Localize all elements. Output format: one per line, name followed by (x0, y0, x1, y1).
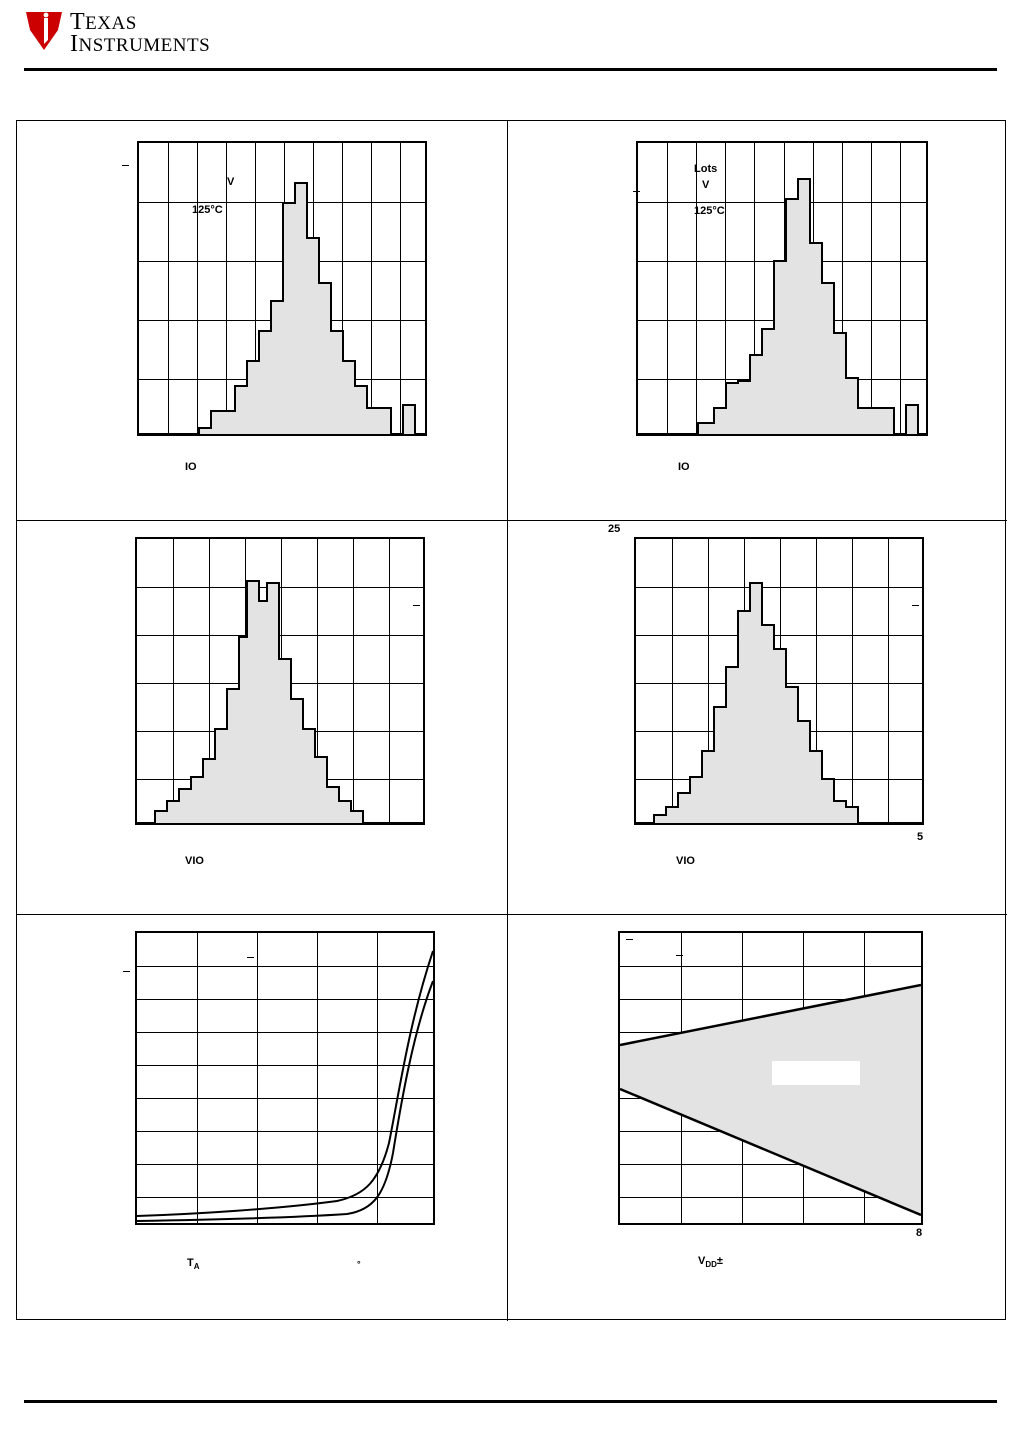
fig-6-top-tick-mid (676, 955, 683, 956)
fig-5-x-axis-text: T (187, 1257, 194, 1269)
figure-cell-5 (17, 915, 508, 1321)
fig-6-top-tick-left (626, 939, 633, 940)
fig-5-x-axis-label (187, 1257, 200, 1271)
fig-5-plot-area (135, 931, 435, 1231)
fig-1-histogram (139, 143, 425, 434)
ti-word-t: T (70, 9, 86, 35)
fig-1-plot-area (137, 141, 427, 441)
page-header (0, 0, 1021, 72)
fig-4-plot (634, 537, 924, 825)
ti-logo-icon (24, 10, 64, 52)
ti-word-nstruments: NSTRUMENTS (78, 35, 211, 56)
figure-cell-6 (508, 915, 1007, 1321)
fig-2-plot (636, 141, 928, 436)
fig-5-curves (137, 933, 433, 1223)
fig-6-legend-box (772, 1061, 860, 1085)
fig-6-band (620, 933, 921, 1223)
fig-1-x-axis-label: IO (185, 461, 197, 473)
fig-3-plot-area (135, 537, 427, 832)
fig-4-right-tick (912, 605, 919, 606)
fig-1-note-temp: 125°C (192, 204, 223, 216)
fig-4-y-tick-top: 25 (608, 523, 621, 535)
ti-wordmark (70, 9, 211, 57)
fig-3-x-axis-label: VIO (185, 855, 204, 867)
fig-1-y-tick (122, 165, 129, 166)
fig-2-note-temp: 125°C (694, 205, 725, 217)
fig-6-x-axis-pm: ± (716, 1255, 723, 1267)
figure-cell-3 (17, 521, 508, 915)
fig-6-x-axis-sub: DD (705, 1260, 717, 1270)
fig-3-plot (135, 537, 425, 825)
ti-word-exas: EXAS (85, 13, 137, 34)
fig-4-x-axis-label: VIO (676, 855, 695, 867)
fig-2-note-lots: Lots (694, 163, 718, 175)
fig-6-x-tick-right: 8 (916, 1227, 923, 1239)
figure-cell-1 (17, 121, 508, 521)
fig-6-plot (618, 931, 923, 1225)
footer-rule (24, 1400, 997, 1403)
fig-6-plot-area (618, 931, 923, 1239)
figure-cell-2 (508, 121, 1007, 521)
fig-5-plot (135, 931, 435, 1225)
fig-6-x-axis-text: V (698, 1255, 706, 1267)
fig-3-right-tick (413, 605, 420, 606)
fig-3-histogram (137, 539, 423, 823)
fig-4-x-tick-right: 5 (917, 831, 924, 843)
ti-word-i: I (70, 31, 79, 57)
fig-1-note-v: V (227, 176, 235, 188)
fig-4-histogram (636, 539, 922, 823)
fig-2-y-tick (633, 191, 640, 192)
fig-4-plot-area (608, 523, 926, 843)
figure-cell-4 (508, 521, 1007, 915)
fig-2-histogram (638, 143, 926, 434)
ti-logo (24, 9, 211, 58)
header-rule (24, 68, 997, 71)
figure-grid (16, 120, 1006, 1320)
fig-5-x-unit: ° (357, 1259, 361, 1269)
fig-5-top-tick (247, 957, 254, 958)
fig-2-x-axis-label: IO (678, 461, 690, 473)
fig-6-x-axis-label (698, 1255, 723, 1269)
fig-5-y-tick (123, 971, 130, 972)
fig-1-plot (137, 141, 427, 436)
fig-2-note-v: V (702, 179, 710, 191)
fig-2-plot-area (636, 141, 931, 441)
fig-5-x-axis-sub: A (193, 1262, 200, 1272)
